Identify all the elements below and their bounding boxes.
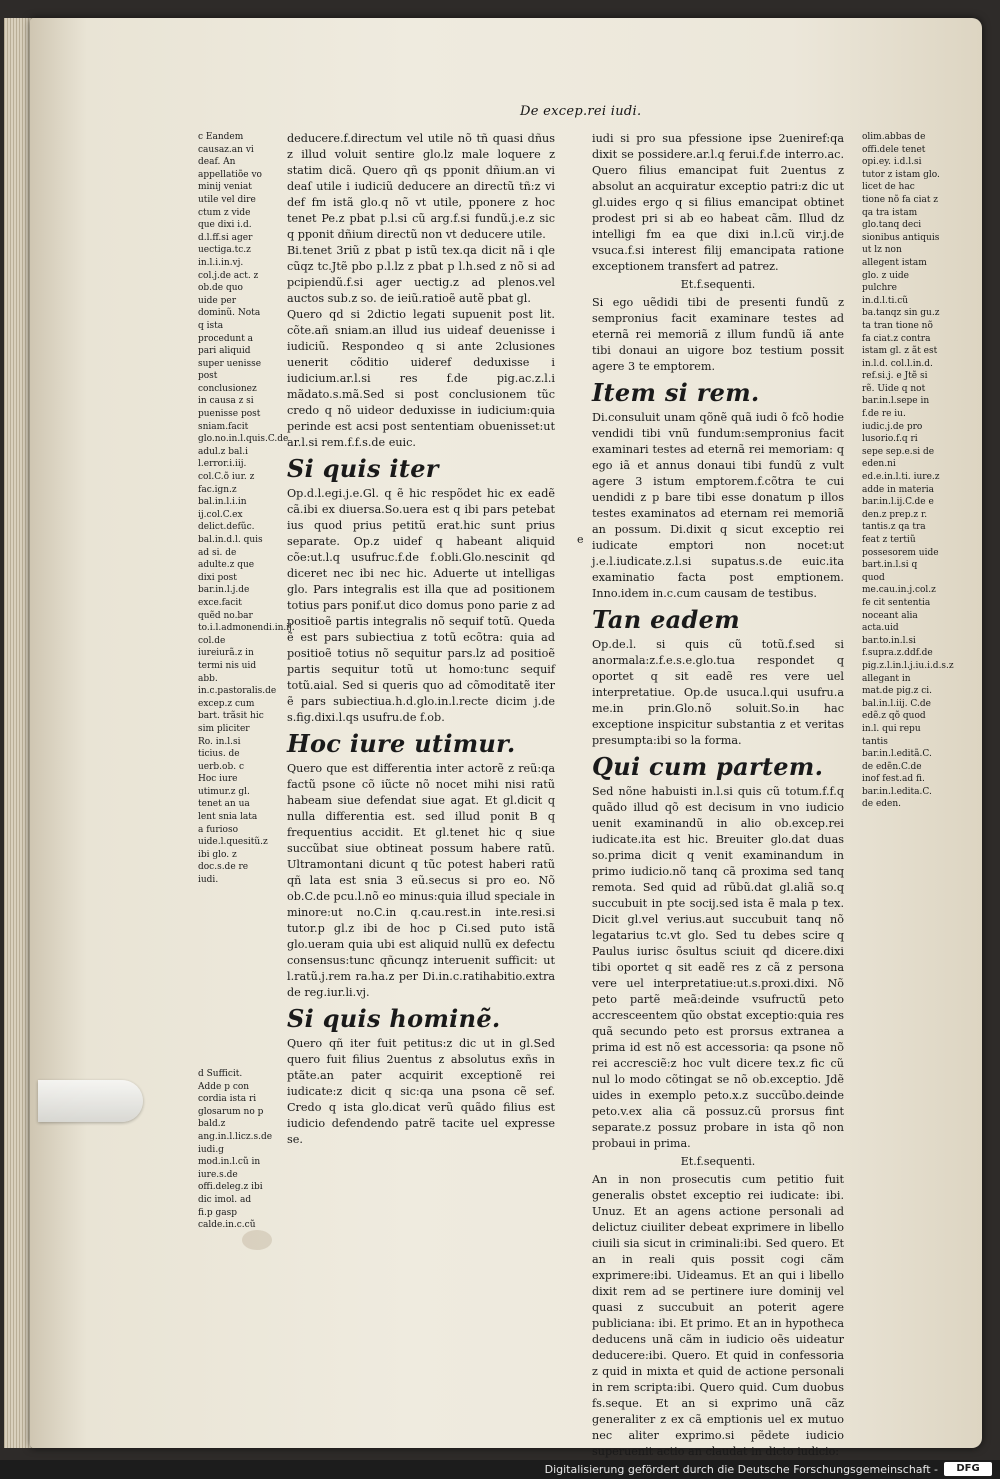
dfg-logo[interactable]: DFG [944, 1462, 992, 1476]
paragraph: Si ego uẽdidi tibi de presenti fundũ z sempronius facit examinare testes ad eternã rei memoriã z illum fundũ iã ante tibi donaui an uigore boz testium possit agere 3 te emptorem. [592, 296, 844, 373]
gloss-marker-letter: e [577, 533, 584, 546]
paragraph: iudi si pro sua pfessione ipse 2ueniref:qa dixit se possidere.ar.l.q ferui.f.de interro.ac. Quero filius emancipat fuit 2uentus z absolut an acquiratur exceptio patri:z dic ut gl.uides ergo q si filius emancipat obtinet prodest pri si ab eo habeat cãm. Illud dz intelligi fm ea que dixi in.l.cũ vir.j.de vsuca.f.si interest filij emancipata ratione exceptionem transfert ad patrez. [592, 132, 844, 273]
rubric-heading: Si quis hominẽ. [287, 1004, 501, 1033]
main-text-right-column [592, 131, 844, 1460]
paragraph: Op.d.l.egi.j.e.Gl. q ẽ hic respõdet hic ex eadẽ cã.ibi ex diuersa.So.uera est q ibi pars petebat ius quod prius petitũ erat.hic sunt prius separate. Op.z uidef q habeant aliquid cõe:ut.l.q usufruc.f.de f.obli.Glo.nescinit qd diceret nec ibi nec hic. Aduerte ut intelligas glo. Pars integralis est illa que ad positionem totius pars ponif.ut dico domus pono parie z ad positioẽ partis integralis nõ sequif totũ. Queda ẽ est pars subiectiua z totũ ecõtra: quia ad positioẽ totius nõ sequitur pars.lz ad positioẽ partis sequitur totũ ut homo:tunc sequif totũ.aial. Sed si queris quo ad cõmoditatẽ iter ẽ pars subiectiua.h.d.glo.in.l.recte dicim j.de s.fig.dixi.l.qs usufru.de f.ob. [287, 487, 555, 724]
rubric-heading: Item si rem. [592, 378, 760, 407]
paragraph: Sed nõne habuisti in.l.si quis cũ totum.f.f.q quãdo illud qõ est decisum in vno iudicio uenit examinandũ in alio ob.excep.rei iudicate.ita est hic. Breuiter glo.dat duas so.prima dicit q venit examinandum in primo iudicio.nõ tanq cã proxima sed tanq remota. Sed quid ad rũbũ.dat gl.aliã so.q succubuit in pte socij.sed ista ẽ mala p tex. Dicit gl.vel verius.aut succubuit tanq nõ legatarius tc.vt glo. Sed tu debes scire q Paulus iurisc õsultus sciuit qd dicere.dixi tibi oportet q sit eadẽ res z cã z persona vere uel interpretatiue:ut.s.proxi.dixi. Nõ peto partẽ meã:deinde vsufructũ peto accresceentem qũo obstat exceptio:quia res quã secundo peto est prorsus extranea a prima id est nõ est accessoria: qa psone nõ rei accresciẽ:z hoc vult dicere tex.z fic cũ nul lo modo cõtingat se nõ ob.exceptio. Jdẽ uides in exemplo peto.x.z succũbo.deinde peto.v.ex alia cã possuz.cũ prorsus fint separate.z possuz probare in ista qõ non probaui in prima. [592, 785, 844, 1150]
running-title: De excep.rei iudi. [520, 104, 642, 119]
paragraph: Op.de.l. si quis cũ totũ.f.sed si anormala:z.f.e.s.e.glo.tua respondet q oportet q sit eadẽ res vere uel interpretatiue. Op.de usuca.l.qui usufru.a me.in prin.Glo.nõ soluit.So.in hac exceptione inspicitur substantia z et veritas presumpta:ibi so la forma. [592, 638, 844, 747]
main-text-left-column [287, 131, 555, 1148]
paragraph: Di.consuluit unam qõnẽ quã iudi õ fcõ hodie vendidi tibi vnũ fundum:sempronius facit examinari testes ad eternã rei memoriam: q ego iã et annus donaui tibi fundũ z vult agere 3 istum emptorem.f.cõtra te cui uendidi z p bare tibi esse donatum p illos testes examinatos ad eternam rei memoriã an possum. Di.dixit q sicut exceptio rei iudicate emptori non nocet:ut j.e.l.iudicate.z.l.si supatus.s.de euic.ita examinatio facta post emptionem. Inno.idem in.c.cum causam de testibus. [592, 411, 844, 600]
bookmark-strip [38, 1080, 143, 1122]
left-gloss-lower: d Sufficit. Adde p con cordia ista ri glosarum no p bald.z ang.in.l.licz.s.de iudi.g mod.in.l.cũ in iure.s.de offi.deleg.z ibi dic imol. ad fi.p gasp calde.in.c.cũ [198, 1069, 273, 1231]
rubric-heading: Hoc iure utimur. [287, 729, 516, 758]
paragraph: deducere.f.directum vel utile nõ tñ quasi dñus z illud voluit sentire glo.lz male loquere z statim dicã. Quero qñ qs pponit dñium.an vi deaſ utile i iudiciũ deducere an directũ tñ:z vi def fm istã glo.q nõ vt utile, pponere z hoc tenet Pe.z pbat p.l.si cũ arg.f.si fundũ.j.e.z sic q pponit dñium directũ non vt deducere utile. [287, 132, 555, 241]
left-gloss-upper: c Eandem causaz.an vi deaf. An appellatiõe vo minij veniat utile vel dire ctum z vide que dixi i.d. d.l.ff.si ager uectiga.tc.z in.l.i.in.vj. col.j.de act. z ob.de quo uide per dominũ. Nota q ista procedunt a pari aliquid super uenisse post conclusionez in causa z si puenisse post sniam.facit glo.no.in.l.quis.C.de adul.z bal.i l.error.i.iij. col.C.õ iur. z fac.ign.z bal.in.l.i.in ij.col.C.ex delict.defũc. bal.in.d.l. quis ad si. de adulte.z que dixi post bar.in.l.j.de exce.facit quẽd no.bar to.i.l.admonendi.in.ij. col.de iureiurã.z in termi nis uid abb. in.c.pastoralis.de excep.z cum bart. trãsit hic sim pliciter Ro. in.l.si ticius. de uerb.ob. c Hoc iure utimur.z gl. tenet an ua lent snia lata a furioso uide.l.quesitũ.z ibi glo. z doc.s.de re iudi. [198, 132, 295, 886]
rubric-heading: Tan eadem [592, 605, 740, 634]
paragraph: Quero que est differentia inter actorẽ z reũ:qa factũ psone cõ iũcte nõ nocet mihi nisi ratũ habeam siue defendat siue agat. Et gl.dicit q nulla differentia est. sed illud ponit B q frequentius accidit. Et gl.tenet hic q siue succũbat siue obtineat possum habere ratũ. Ultramontani dicunt q tũc potest haberi ratũ qñ lata est snia 3 eũ.secus si pro eo. Nõ ob.C.de pcu.l.nõ eo minus:quia illud speciale in minore:ut no.C.in q.cau.rest.in inte.resi.si tutor.p gl.z ibi de hoc p Ci.sed puto istã glo.ueram quia ubi est aliquid nullũ ex defectu consensus:tunc qñcunqz interuenit sufficit: ut l.ratũ.j.rem ra.ha.z per Di.in.c.ratihabitio.extra de reg.iur.li.vj. [287, 762, 555, 999]
ink-smudge [242, 1230, 272, 1250]
section-note: Et.f.sequenti. [680, 278, 756, 291]
paragraph: Quero qñ iter fuit petitus:z dic ut in gl.Sed quero fuit filius 2uentus z absolutus exñs in ptãte.an pater acquirit exceptionẽ rei iudicate:z dicit q sic:qa una psona cẽ sef. Credo q ista glo.dicat verũ quãdo filius est iudicio defendendo patrẽ tacite uel expresse se. [287, 1037, 555, 1146]
section-note: Et.f.sequenti. [680, 1155, 756, 1168]
rubric-heading: Si quis iter [287, 454, 439, 483]
paragraph: Quero qd si 2dictio legati supuenit post lit. cõte.añ sniam.an illud ius uideaf deuenisse i iudiciũ. Respondeo q si ante 2clusiones uenerit cõditio uideref deduxisse i iudicium.ar.l.si res f.de pig.ac.z.l.i mãdato.s.mã.Sed si post conclusionem tũc credo q nõ uideor deduxisse in iudicium:quia perinde est acsi post sententiam obuenisset:ut ar.l.si rem.f.f.s.de euic. [287, 308, 555, 449]
paragraph: Bi.tenet 3riũ z pbat p istũ tex.qa dicit nã i qle cũqz tc.Jtẽ pbo p.l.lz z pbat p l.h.sed z nõ si ad pcipiendũ.f.si ager uectig.z ad plenos.vel auctos sub.z so. de ieiũ.ratioẽ autẽ pbat gl. [287, 244, 555, 305]
paragraph: An in non prosecutis cum petitio fuit generalis obstet exceptio rei iudicate: ibi. Unuz. Et an agens actione personali ad delictuz ciuiliter debeat exprimere in libello ciuili sia sicut in criminali:ibi. Sed quero. Et an in reali quis possit cogi cãm exprimere:ibi. Uideamus. Et an qui i libello dixit rem ad se pertinere iure dominij vel quasi z succubuit an poterit agere publiciana: ibi. Et primo. Et an in hypotheca deducens unã cãm in iudicio oẽs uideatur deducere:ibi. Quero. Et quid in confessoria z quid in mixta et quid de actione personali in rem scripta:ibi. Quero quid. Cum duobus fs.seque. Et an si exprimo unã cãz generaliter z ex cã emptionis uel ex mutuo nec aliter exprimo.si pẽdete iudicio superuenit actio an claudat in dicto iudicio: [592, 1173, 844, 1458]
rubric-heading: Qui cum partem. [592, 752, 824, 781]
right-gloss: olim.abbas de offi.dele tenet opi.ey. i.d.l.si tutor z istam glo. licet de hac tione nõ fa ciat z qa tra istam glo.tanq deci sionibus antiquis ut lz non allegent istam glo. z uide pulchre in.d.l.ti.cũ ba.tanqz sin gu.z ta tran tione nõ fa ciat.z contra istam gl. z ãt est in.l.d. col.l.in.d. ref.si.j. e Jtẽ si rẽ. Uide q not bar.in.l.sepe in f.de re iu. iudic.j.de pro lusorio.f.q ri sepe sep.e.si de eden.ni ed.e.in.l.ti. iure.z adde in materia bar.in.l.ij.C.de e den.z prep.z r. tantis.z qa tra feat z tertiũ possesorem uide bart.in.l.si q quod me.cau.in.j.col.z fe cit sententia noceant alia acta.uid bar.to.in.l.si f.supra.z.ddf.de pig.z.l.in.l.j.iu.i.d.s.z allegant in mat.de pig.z ci. bal.in.l.iij. C.de edẽ.z qõ quod in.l. qui repu tantis bar.in.l.editã.C. de edẽn.C.de inof fest.ad fi. bar.in.l.edita.C. de eden. [862, 132, 954, 810]
digitization-credit: Digitalisierung gefördert durch die Deutsche Forschungsgemeinschaft - [544, 1463, 938, 1476]
